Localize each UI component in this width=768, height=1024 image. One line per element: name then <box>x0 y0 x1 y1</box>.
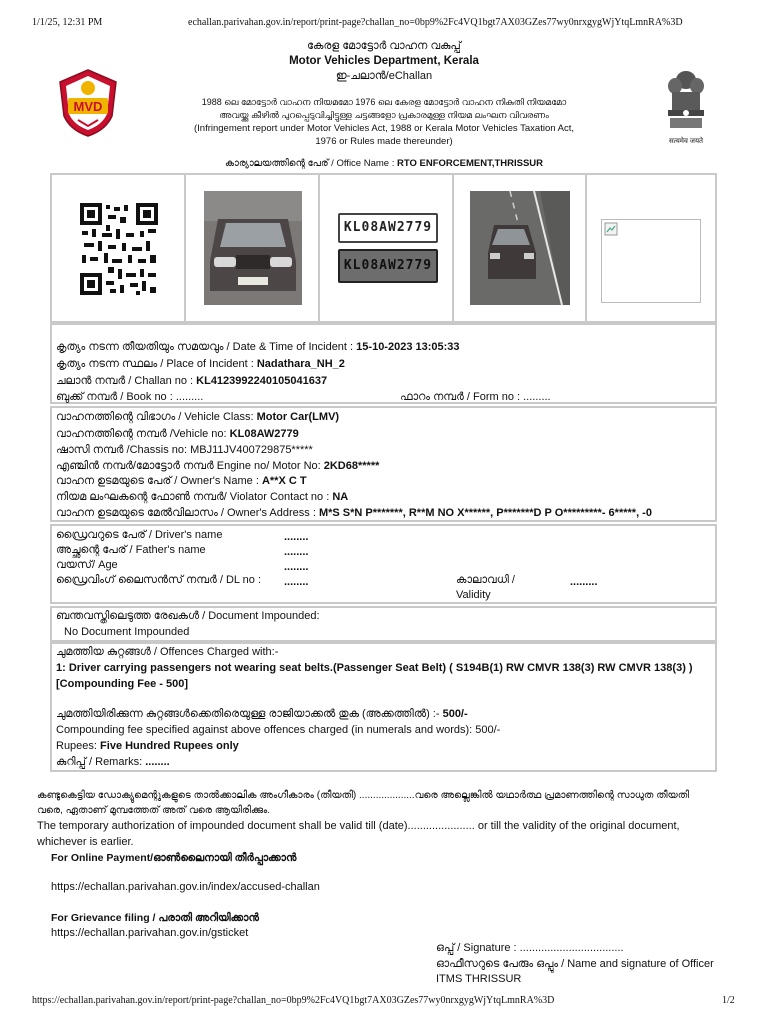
fee-ml-label: ചുമത്തിയിരിക്കുന്ന കുറ്റങ്ങൾക്കെതിരെയുള്ള രാജിയാക്കൽ തുക (അക്കത്തിൽ) :- <box>56 708 440 720</box>
authorization-en-line-1: The temporary authorization of impounded document shall be valid till (date)...................... or till the validity of the original document, <box>37 820 680 832</box>
document-section <box>50 606 717 642</box>
vehicle-no-value: KL08AW2779 <box>229 428 299 440</box>
dept-title-malayalam: കേരള മോട്ടോർ വാഹന വകുപ്പ് <box>307 40 461 52</box>
vehicle-class-value: Motor Car(LMV) <box>256 411 340 423</box>
incident-place-value: Nadathara_NH_2 <box>256 358 345 370</box>
print-datetime: 1/1/25, 12:31 PM <box>32 17 103 28</box>
qr-code <box>80 203 158 295</box>
rupees-value: Five Hundred Rupees only <box>100 740 239 752</box>
vehicle-class-row <box>56 411 339 424</box>
age-label: വയസ്/ Age <box>56 559 118 571</box>
form-no: ഫാറം നമ്പർ / Form no : ......... <box>400 391 551 403</box>
grievance-link[interactable]: https://echallan.parivahan.gov.in/gsticket <box>51 927 249 939</box>
online-payment-link[interactable]: https://echallan.parivahan.gov.in/index/accused-challan <box>51 881 320 893</box>
offences-section <box>50 642 717 772</box>
evidence-row <box>50 173 717 323</box>
incident-section <box>50 323 717 404</box>
address-label: വാഹന ഉടമയുടെ മേൽവിലാസം / Owner's Address : <box>56 507 316 519</box>
address-value: M*S S*N P*******, R**M NO X******, P*******D P O*********- 6*****, -0 <box>318 507 652 519</box>
office-value: RTO ENFORCEMENT,THRISSUR <box>396 158 544 169</box>
document-impounded-label: ബന്തവസ്തിലെടുത്ത രേഖകൾ / Document Impounded: <box>56 610 320 622</box>
owner-name-row <box>56 475 307 488</box>
incident-date-row <box>56 341 460 354</box>
document-impounded-value: No Document Impounded <box>64 626 190 638</box>
contact-value: NA <box>332 491 349 503</box>
number-plate-cell <box>320 175 454 321</box>
authorization-ml-line-1: കണ്ടുകെട്ടിയ ഡോക്യുമെന്റുകളുടെ താൽക്കാലിക അംഗീകാരം (തീയതി) ....................വരെ അല്ലെങ്കിൽ യഥാർത്ഥ പ്രമാണത്തിന്റെ സാധുത തീയതി <box>37 790 690 801</box>
signature-line: ഒപ്പ് / Signature : .................................. <box>436 942 624 954</box>
offence-item-line-2: [Compounding Fee - 500] <box>56 678 188 690</box>
number-plate-crop-2: KL08AW2779 <box>338 249 438 283</box>
incident-place-label: കൃത്യം നടന്ന സ്ഥലം / Place of Incident : <box>56 358 254 370</box>
dept-title-english: Motor Vehicles Department, Kerala <box>289 55 479 67</box>
qr-cell <box>52 175 186 321</box>
remarks-row <box>56 756 170 769</box>
missing-image-cell <box>587 175 715 321</box>
officer-signature-label: ഓഫീസറുടെ പേരും ഒപ്പും / Name and signature of Officer <box>436 958 714 970</box>
road-photo-cell <box>454 175 587 321</box>
address-row <box>56 507 652 520</box>
fee-ml-row <box>56 708 468 721</box>
authorization-ml-line-2: വരെ, ഏതാണ് മുമ്പത്തേത് അത് വരെ ആയിരിക്കും. <box>37 805 270 816</box>
desc-line-2: അവയ്ക്കു കീഴിൽ പുറപ്പെടുവിച്ചിട്ടുള്ള ചട്ടങ്ങളോ പ്രകാരമുള്ള നിയമ ലംഘന വിവരണം <box>219 110 549 120</box>
print-page-number: 1/2 <box>722 995 735 1006</box>
grievance-label: For Grievance filing / പരാതി അറിയിക്കാൻ <box>51 912 259 924</box>
emblem-caption: सत्यमेव जयते <box>668 138 704 145</box>
engine-no-value: 2KD68***** <box>323 460 380 472</box>
engine-no-label: എഞ്ചിൻ നമ്പർ/മോട്ടോർ നമ്പർ Engine no/ Motor No: <box>56 460 321 472</box>
desc-line-3: (Infringement report under Motor Vehicles Act, 1988 or Kerala Motor Vehicles Taxation Act, <box>193 123 575 134</box>
incident-date-value: 15-10-2023 13:05:33 <box>356 341 460 353</box>
office-label: കാര്യാലയത്തിന്റെ പേര് / Office Name : <box>224 158 395 169</box>
vehicle-no-label: വാഹനത്തിന്റെ നമ്പർ /Vehicle no: <box>56 428 227 440</box>
challan-no-row <box>56 375 327 388</box>
print-footer-url: https://echallan.parivahan.gov.in/report/print-page?challan_no=0bp9%2Fc4VQ1bgt7AX03GZes77wy0nrxgygWjYtqLmnRA%3D <box>32 995 555 1006</box>
driver-section <box>50 524 717 604</box>
authorization-en-line-2: whichever is earlier. <box>37 836 134 848</box>
father-name-label: അച്ഛന്റെ പേര് / Father's name <box>56 544 206 556</box>
broken-image-placeholder <box>601 219 701 303</box>
print-url: echallan.parivahan.gov.in/report/print-page?challan_no=0bp9%2Fc4VQ1bgt7AX03GZes77wy0nrxgygWjYtqLmnRA%3D <box>188 17 683 28</box>
validity-label-ml: കാലാവധി / <box>456 574 515 586</box>
incident-date-label: കൃത്യം നടന്ന തീയതിയും സമയവും / Date & Time of Incident : <box>56 341 354 353</box>
vehicle-section <box>50 406 717 522</box>
father-name-value: ........ <box>284 546 309 558</box>
contact-row <box>56 491 348 504</box>
challan-no-label: ചലാൻ നമ്പർ / Challan no : <box>56 375 194 387</box>
office-name <box>0 158 768 169</box>
offence-item-line-1: 1: Driver carrying passengers not wearing seat belts.(Passenger Seat Belt) ( S194B(1) RW CMVR 138(3) RW CMVR 138(3) ) <box>56 662 693 674</box>
dl-no-label: ഡ്രൈവിംഗ് ലൈസൻസ് നമ്പർ / DL no : <box>56 574 261 586</box>
book-no: ബുക്ക് നമ്പർ / Book no : ......... <box>56 391 204 403</box>
incident-place-row <box>56 358 345 371</box>
online-payment-label: For Online Payment/ഓൺലൈനായി തീർപ്പാക്കാൻ <box>51 852 297 864</box>
vehicle-front-photo <box>204 191 302 305</box>
driver-name-value: ........ <box>284 531 309 543</box>
offences-label: ചുമത്തിയ കുറ്റങ്ങൾ / Offences Charged with:- <box>56 646 279 658</box>
desc-line-4: 1976 or Rules made thereunder) <box>315 136 453 147</box>
owner-name-value: A**X C T <box>261 475 307 487</box>
broken-image-icon <box>604 222 618 236</box>
itms-office: ITMS THRISSUR <box>436 973 522 985</box>
vehicle-photo-cell <box>186 175 320 321</box>
remarks-value: ........ <box>145 756 170 768</box>
mvd-logo-text: MVD <box>73 99 103 114</box>
echallan-title: ഇ-ചലാൻ/eChallan <box>335 70 433 82</box>
desc-line-1: 1988 ലെ മോട്ടോർ വാഹന നിയമമോ 1976 ലെ കേരള മോട്ടോർ വാഹന നികുതി നിയമമോ <box>201 97 567 107</box>
rupees-row <box>56 740 239 752</box>
fee-ml-value: 500/- <box>442 708 468 720</box>
contact-label: നിയമ ലംഘകന്റെ ഫോൺ നമ്പർ/ Violator Contact no : <box>56 491 330 503</box>
fee-en: Compounding fee specified against above offences charged (in numerals and words): 500/- <box>56 724 501 736</box>
validity-label-en: Validity <box>456 589 491 601</box>
age-value: ........ <box>284 561 309 573</box>
engine-no-row <box>56 460 379 473</box>
challan-no-value: KL412399224010504163​7 <box>196 375 328 387</box>
remarks-label: കുറിപ്പ് / Remarks: <box>56 756 143 768</box>
owner-name-label: വാഹന ഉടമയുടെ പേര് / Owner's Name : <box>56 475 259 487</box>
vehicle-class-label: വാഹനത്തിന്റെ വിഭാഗം / Vehicle Class: <box>56 411 254 423</box>
vehicle-road-photo <box>470 191 570 305</box>
chassis-no: ഷാസി നമ്പർ /Chassis no: MBJ11JV400729875***** <box>56 444 313 456</box>
dl-no-value: ........ <box>284 576 309 588</box>
validity-value: ......... <box>570 576 598 588</box>
vehicle-no-row <box>56 428 299 441</box>
number-plate-crop-1: KL08AW2779 <box>338 213 438 243</box>
rupees-label: Rupees: <box>56 740 97 752</box>
driver-name-label: ഡ്രൈവറുടെ പേര് / Driver's name <box>56 529 223 541</box>
